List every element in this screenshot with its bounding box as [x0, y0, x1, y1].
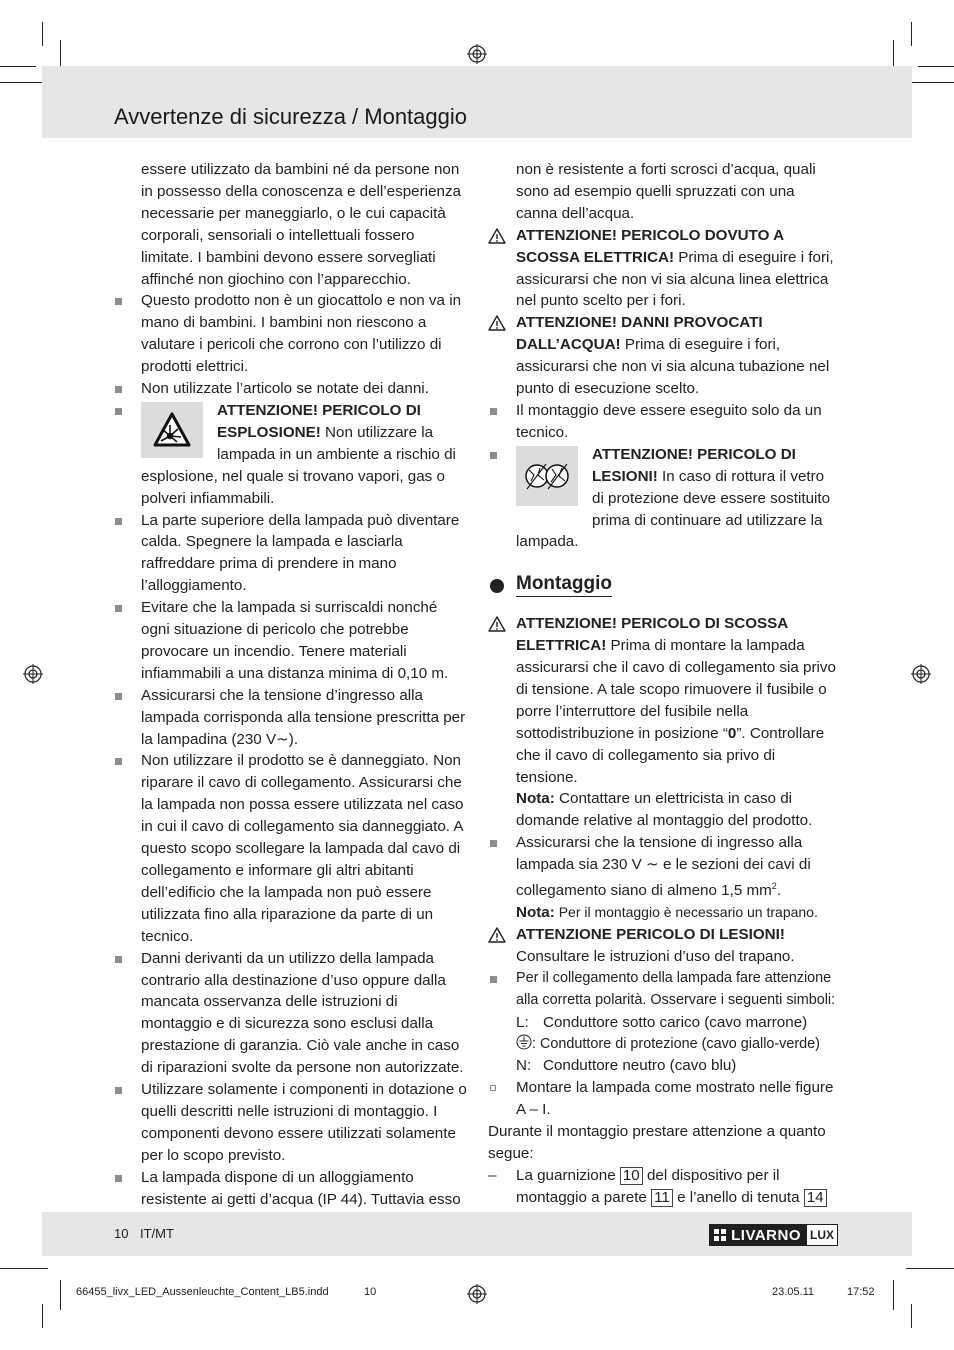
- bullet-text: Utilizzare solamente i componenti in dotazione o quelli descritti nelle istruzioni di montaggio. I componenti devono essere utilizzati solamente per lo scopo previsto.: [141, 1081, 467, 1164]
- bullet-item: [113, 510, 469, 598]
- symbol-row-neutral: [488, 1055, 840, 1077]
- bullet-text: Questo prodotto non è un giocattolo e non va in mano di bambini. I bambini non riescono a valutare i pericoli che corrono con l’utilizzo di prodotti elettrici.: [141, 292, 462, 376]
- bullet-item: [113, 1079, 469, 1167]
- bullet-square-icon: [115, 298, 122, 305]
- bullet-square-icon: [115, 758, 122, 765]
- bullet-item-explosion-warning: [113, 400, 469, 510]
- logo-main: [709, 1224, 806, 1246]
- bullet-text: Danni derivanti da un utilizzo della lampada contrario alla destinazione d’uso oppure dalla mancata osservanza delle istruzioni di montaggio e di sicurezza sono esclusi dalla prestazione di garanzia. Ciò vale anche in caso di riparazioni svolte da persone non autorizzate.: [141, 949, 464, 1077]
- registration-mark-icon: [467, 1284, 487, 1304]
- warning-triangle-icon: [488, 315, 506, 331]
- warning-text: Prima di eseguire i fori, assicurarsi che non vi sia alcuna tubazione nel punto di esecuzione scelto.: [516, 336, 830, 398]
- slug-time: 17:52: [847, 1286, 875, 1298]
- paragraph: [488, 159, 840, 225]
- symbol-key: N:: [516, 1057, 532, 1075]
- warning-triangle-icon: [488, 228, 506, 244]
- bullet-square-icon: [490, 976, 497, 983]
- note-label: Nota:: [516, 790, 555, 808]
- bullet-text: Non utilizzare il prodotto se è danneggiato. Non riparare il cavo di collegamento. Assicurarsi che la lampada non possa essere utilizzata nel caso in cui il cavo di collegamento sia danneggiato. A questo scopo scollegare la lampada dal cavo di collegamento e informare gli altri abitanti dell’edificio che la lampada non può essere utilizzata fino alla riparazione da parte di un tecnico.: [141, 752, 464, 945]
- bullet-item: [488, 400, 840, 444]
- logo-lux: LUX: [806, 1224, 838, 1246]
- note-text: Contattare un elettricista in caso di domande relative al montaggio del prodotto.: [516, 790, 813, 830]
- switch-position-value: 0: [727, 724, 737, 742]
- bullet-text: Non utilizzate l’articolo se notate dei danni.: [141, 380, 429, 398]
- bullet-item: [113, 378, 469, 400]
- crop-mark: [918, 66, 954, 67]
- bullet-square-icon: [490, 840, 497, 847]
- bullet-text: La parte superiore della lampada può diventare calda. Spegnere la lampada e lasciarla raffreddare prima di prendere in mano l’alloggiamento.: [141, 511, 460, 595]
- symbol-key: L:: [516, 1013, 529, 1031]
- paragraph-text: non è resistente a forti scrosci d’acqua, quali sono ad esempio quelli spruzzati con una canna dell’acqua.: [516, 161, 816, 222]
- crop-mark: [42, 22, 43, 46]
- page-number: 10: [114, 1226, 129, 1241]
- bullet-square-icon: [490, 408, 497, 415]
- part-reference-10: 10: [620, 1167, 643, 1185]
- paragraph: [488, 1121, 840, 1165]
- language-code: IT/MT: [140, 1226, 174, 1241]
- symbol-row-live: [488, 1012, 840, 1034]
- dash-text: del dispositivo per il montaggio a parete: [516, 1166, 780, 1206]
- bullet-square-icon: [115, 1087, 122, 1094]
- warning-item: [488, 613, 840, 832]
- bullet-text: .: [776, 882, 782, 900]
- bullet-text: Assicurarsi che la tensione di ingresso alla lampada sia 230 V ∼ e le sezioni dei cavi di collegamento siano di almeno 1,5 mm: [516, 834, 811, 900]
- explosion-hazard-icon: [141, 402, 203, 458]
- bullet-item-injury-warning: [488, 444, 840, 554]
- bullet-item: [488, 832, 840, 924]
- bullet-text: Per il collegamento della lampada fare attenzione alla corretta polarità. Osservare i seguenti simboli:: [516, 969, 836, 1008]
- step-item: [488, 1077, 840, 1121]
- slug-page: 10: [364, 1286, 377, 1298]
- bullet-dot-icon: [490, 579, 504, 593]
- symbol-key: :: [532, 1035, 536, 1052]
- crop-mark: [0, 1268, 48, 1269]
- warning-text: Prima di montare la lampada assicurarsi che il cavo di collegamento sia privo di tensione. A tale scopo rimuovere il fusibile o porre l’interruttore del fusibile nella sottodistribuzione in posizione “: [516, 637, 836, 742]
- broken-glass-icon: [516, 446, 578, 506]
- warning-text: Consultare le istruzioni d’uso del trapano.: [516, 947, 795, 965]
- dash-text: e l’anello di tenuta: [672, 1188, 804, 1206]
- registration-mark-icon: [23, 664, 43, 684]
- bullet-square-icon: [115, 518, 122, 525]
- bullet-item: [113, 685, 469, 751]
- brand-logo: [709, 1224, 838, 1246]
- step-checkbox-icon: [490, 1085, 496, 1091]
- logo-text: LIVARNO: [731, 1226, 801, 1244]
- bullet-item: [113, 750, 469, 947]
- warning-triangle-icon: [488, 927, 506, 943]
- warning-label: ATTENZIONE! DANNI PROVOCATI DALL’ACQUA!: [516, 314, 763, 354]
- left-column: [113, 159, 469, 1211]
- warning-label: ATTENZIONE PERICOLO DI LESIONI!: [516, 925, 785, 943]
- symbol-text: Conduttore di protezione (cavo giallo-verde): [540, 1035, 820, 1052]
- symbol-text: Conduttore neutro (cavo blu): [543, 1057, 737, 1075]
- bullet-square-icon: [115, 956, 122, 963]
- crop-mark: [0, 66, 36, 67]
- section-heading-text: Montaggio: [516, 573, 612, 597]
- part-reference-11: 11: [651, 1189, 673, 1207]
- warning-label: ATTENZIONE! PERICOLO DI LESIONI!: [592, 445, 796, 485]
- warning-label: ATTENZIONE! PERICOLO DOVUTO A SCOSSA ELETTRICA!: [516, 226, 784, 266]
- dash-text: La guarnizione: [516, 1166, 620, 1184]
- bullet-item: [113, 597, 469, 685]
- bullet-square-icon: [490, 452, 497, 459]
- header-band: [42, 66, 912, 138]
- warning-text: ”. Controllare che il cavo di collegamento sia privo di tensione.: [516, 724, 825, 786]
- bullet-item: [488, 968, 840, 1012]
- bullet-text: Non utilizzare la lampada in un ambiente a rischio di esplosione, nel quale si trovano vapori, gas o polveri infiammabili.: [141, 423, 456, 507]
- bullet-square-icon: [115, 693, 122, 700]
- bullet-square-icon: [115, 386, 122, 393]
- footer-band: [42, 1212, 912, 1256]
- bullet-item: [113, 290, 469, 378]
- warning-label: ATTENZIONE! PERICOLO DI ESPLOSIONE!: [217, 401, 421, 441]
- slug-date: 23.05.11: [772, 1286, 815, 1298]
- bullet-text: Assicurarsi che la tensione d’ingresso alla lampada corrisponda alla tensione prescritta per la lampadina (230 V∼).: [141, 686, 466, 748]
- logo-mark-icon: [713, 1228, 727, 1242]
- superscript: 2: [771, 881, 777, 892]
- bullet-square-icon: [115, 408, 122, 415]
- note-label: Nota:: [516, 904, 555, 922]
- crop-mark: [911, 1304, 912, 1328]
- dash-marker: –: [488, 1166, 497, 1184]
- earth-ground-icon: [516, 1034, 532, 1050]
- note-text: Per il montaggio è necessario un trapano.: [554, 904, 818, 921]
- paragraph: [113, 159, 469, 290]
- section-heading-montaggio: [488, 573, 840, 595]
- crop-mark: [911, 22, 912, 46]
- symbol-text: Conduttore sotto carico (cavo marrone): [543, 1013, 808, 1031]
- bullet-text: In caso di rottura il vetro di protezione deve essere sostituito prima di continuare ad utilizzare la lampada.: [516, 467, 831, 551]
- paragraph-text: essere utilizzato da bambini né da persone non in possesso della conoscenza e dell’esperienza necessarie per maneggiarlo, o le cui capacità corporali, sensoriali o intellettuali fossero limitate. I bambini devono essere sorvegliati affinché non giochino con l’apparecchio.: [141, 161, 461, 288]
- step-text: Montare la lampada come mostrato nelle figure A – I.: [516, 1079, 834, 1119]
- bullet-square-icon: [115, 1175, 122, 1182]
- crop-mark: [0, 82, 48, 83]
- bullet-text: Il montaggio deve essere eseguito solo da un tecnico.: [516, 401, 822, 441]
- warning-item: [488, 924, 840, 968]
- crop-mark: [893, 1280, 894, 1310]
- registration-mark-icon: [467, 44, 487, 64]
- part-reference-14: 14: [804, 1189, 827, 1207]
- bullet-item: [113, 948, 469, 1079]
- symbol-row-earth: [488, 1034, 840, 1056]
- warning-label: ATTENZIONE! PERICOLO DI SCOSSA ELETTRICA!: [516, 615, 788, 655]
- crop-mark: [42, 1304, 43, 1328]
- bullet-square-icon: [115, 605, 122, 612]
- bullet-item: [113, 1167, 469, 1211]
- bullet-text: La lampada dispone di un alloggiamento resistente ai getti d’acqua (IP 44). Tuttavia esso: [141, 1168, 461, 1208]
- slug-filename: 66455_livx_LED_Aussenleuchte_Content_LB5.indd: [76, 1286, 329, 1298]
- crop-mark: [906, 1268, 954, 1269]
- warning-text: Prima di eseguire i fori, assicurarsi che non vi sia alcuna linea elettrica nel punto scelto per i fori.: [516, 248, 834, 310]
- crop-mark: [60, 1280, 61, 1310]
- right-column: [488, 159, 840, 1231]
- paragraph-text: Durante il montaggio prestare attenzione a quanto segue:: [488, 1123, 826, 1163]
- registration-mark-icon: [911, 664, 931, 684]
- warning-item: [488, 312, 840, 400]
- warning-triangle-icon: [488, 616, 506, 632]
- warning-item: [488, 225, 840, 313]
- page-title: Avvertenze di sicurezza / Montaggio: [114, 104, 467, 129]
- crop-mark: [906, 82, 954, 83]
- bullet-text: Evitare che la lampada si surriscaldi nonché ogni situazione di pericolo che potrebbe provocare un incendio. Tenere materiali infiammabili a una distanza minima di 0,10 m.: [141, 599, 449, 682]
